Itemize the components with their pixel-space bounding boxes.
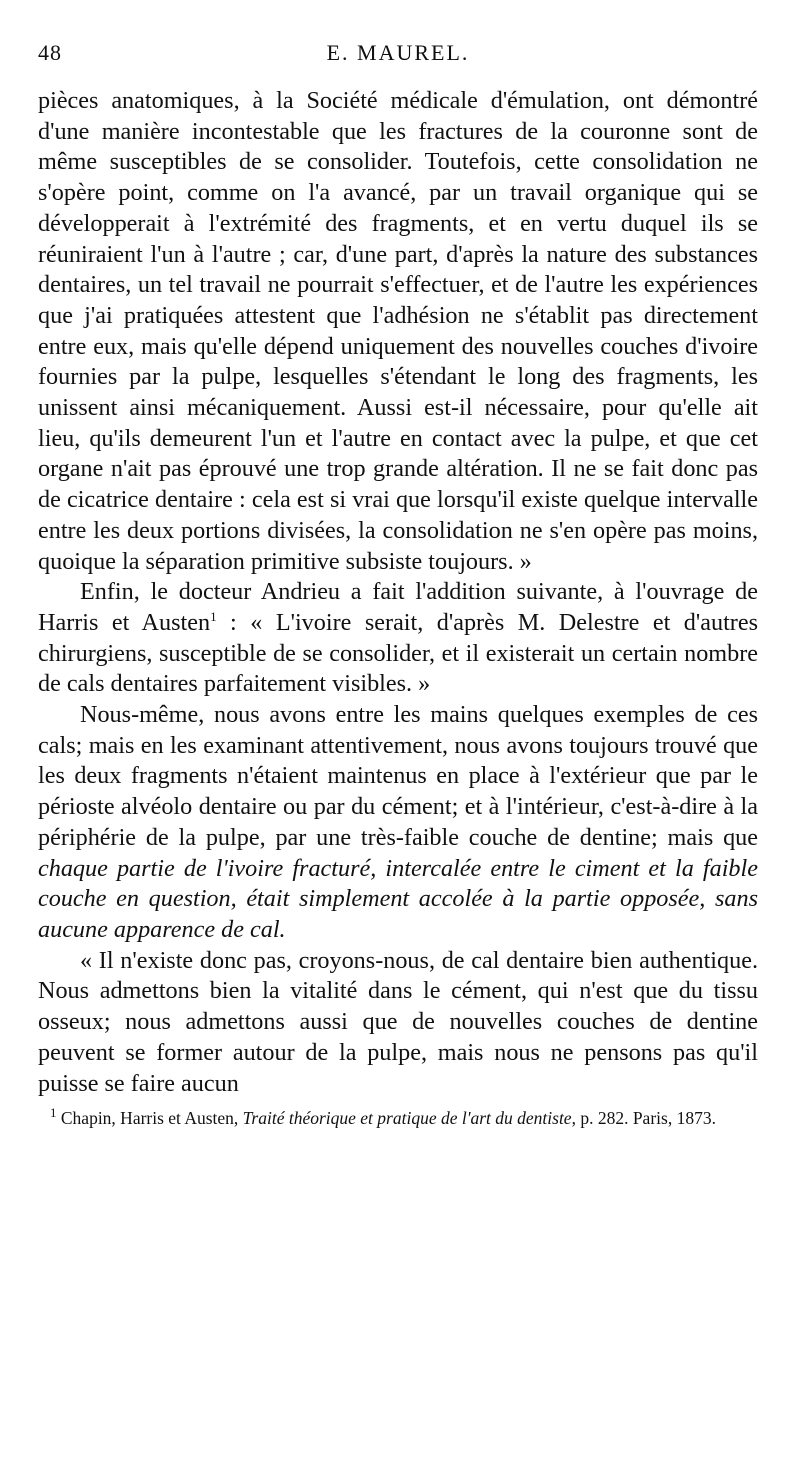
footnote-mark: 1 <box>50 1105 57 1121</box>
footnote-details: , p. 282. Paris, 1873. <box>571 1108 716 1129</box>
footnote <box>38 1107 758 1129</box>
paragraph-text: Nous-même, nous avons entre les mains quelques exemples de ces cals; mais en les examinant attentivement, nous avons toujours trouvé que les deux fragments n'étaient maintenus en place à l'extérieur que par le périoste alvéolo dentaire ou par du cément; et à l'intérieur, c'est-à-dire à la périphérie de la pulpe, par une très-faible couche de dentine; mais que <box>38 701 758 851</box>
footnotes <box>38 1107 758 1129</box>
body-text <box>38 86 758 1099</box>
running-head: E. MAUREL. <box>326 40 470 65</box>
paragraph-continued <box>38 86 758 577</box>
paragraph <box>38 577 758 700</box>
page-number: 48 <box>38 40 62 65</box>
paragraph-text: pièces anatomiques, à la Société médicale d'émulation, ont démontré d'une manière incontestable que les fractures de la couronne sont de même susceptibles de se consolider. Toutefois, cette consolidation ne s'opère point, comme on l'a avancé, par un travail organique qui se développerait à l'extrémité des fragments, et en vertu duquel ils se réuniraient l'un à l'autre ; car, d'une part, d'après la nature des substances dentaires, un tel travail ne pourrait s'effectuer, et de l'autre les expériences que j'ai pratiquées attestent que l'adhésion ne s'établit pas directement entre eux, mais qu'elle dépend uniquement des nouvelles couches d'ivoire fournies par la pulpe, lesquelles s'étendant le long des fragments, les unissent ainsi mécaniquement. Aussi est-il nécessaire, pour qu'elle ait lieu, qu'ils demeurent l'un et l'autre en contact avec la pulpe, et que cet organe n'ait pas éprouvé une trop grande altération. Il ne se fait donc pas de cicatrice dentaire : cela est si vrai que lorsqu'il existe quelque intervalle entre les deux portions divisées, la consolidation ne s'en opère pas moins, quoique la séparation primitive subsiste toujours. » <box>38 87 758 575</box>
paragraph <box>38 946 758 1100</box>
italic-passage: chaque partie de l'ivoire fracturé, intercalée entre le ciment et la faible couche en question, était simplement accolée à la partie opposée, sans aucune apparence de cal. <box>38 854 758 943</box>
footnote-title: Traité théorique et pratique de l'art du dentiste <box>242 1108 572 1129</box>
footnote-reference: 1 <box>210 608 217 624</box>
paragraph <box>38 700 758 946</box>
footnote-authors: Chapin, Harris et Austen, <box>56 1108 243 1129</box>
paragraph-text: Enfin, le docteur Andrieu a fait l'addition suivante, à l'ouvrage de Harris et Austen <box>38 578 758 636</box>
page-header <box>38 40 758 76</box>
paragraph-text: : « L'ivoire serait, d'après M. Delestre et d'autres chirurgiens, susceptible de se consolider, et il existerait un certain nombre de cals dentaires parfaitement visibles. » <box>38 608 758 698</box>
paragraph-text: « Il n'existe donc pas, croyons-nous, de cal dentaire bien authentique. Nous admettons bien la vitalité dans le cément, qui n'est que du tissu osseux; nous admettons aussi que de nouvelles couches de dentine peuvent se former autour de la pulpe, mais nous ne pensons pas qu'il puisse se faire aucun <box>38 946 758 1097</box>
book-page <box>38 40 758 1129</box>
